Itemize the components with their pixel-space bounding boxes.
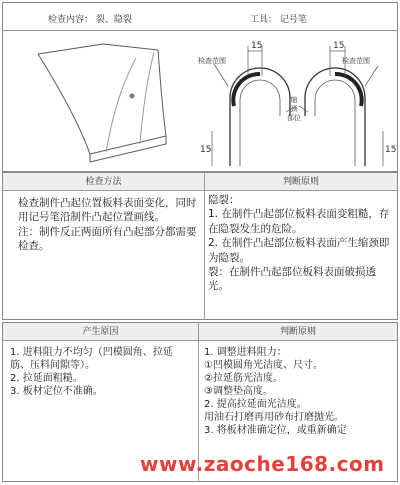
inspect-range-left: 检查范围 [198, 57, 226, 65]
method-right-text: 隐裂： 1. 在制件凸起部位板料表面变粗糙，存在隐裂发生的危险。 2. 在制件凸起部位板料表面产生缩颈即为隐裂。 裂：在制件凸起部位板料表面破损透光。 [208, 194, 390, 293]
method-left-text: 检查制件凸起位置板料表面变化，同时用记号笔沿制件凸起位置画线。 注：制件反正两面所有凸起部分都需要检查。 [18, 197, 197, 253]
dim-side-left: 15 [200, 145, 212, 155]
method-divider [204, 172, 205, 320]
inspect-content-label: 检查内容： 裂、隐裂 [48, 15, 132, 25]
dim-side-right: 15 [385, 145, 397, 155]
marker-dot [130, 94, 135, 99]
site-watermark: www.zaoche168.com [140, 452, 385, 476]
cause-right-text: 1. 调整进料阻力： ①凹模圆角光洁度、尺寸。 ②拉延筋光洁度。 ③调整垫高度。 2. 提高拉延面光洁度。 用油石打磨再用砂布打磨抛光。 3. 将板材准确定位，或重新确定 [204, 347, 347, 436]
dim-top-left: 15 [251, 41, 263, 51]
tool-label: 工具： 记号笔 [250, 15, 307, 25]
part-sketch [28, 36, 198, 166]
method-right-header: 判断原则 [205, 173, 397, 191]
necking-label: 缩 颈 部位 [287, 96, 301, 122]
cause-left-header: 产生原因 [3, 323, 198, 341]
cause-left-text: 1. 进料阻力不均匀（凹模圆角、拉延筋、压料间隙等）。 2. 拉延面粗糙。 3. 板材定位不准确。 [10, 347, 173, 397]
method-left-header: 检查方法 [3, 173, 204, 191]
top-header-divider [2, 30, 398, 31]
cause-right-header: 判断原则 [199, 323, 397, 341]
dim-top-right: 15 [333, 41, 345, 51]
inspect-range-right: 检查范围 [342, 57, 370, 65]
